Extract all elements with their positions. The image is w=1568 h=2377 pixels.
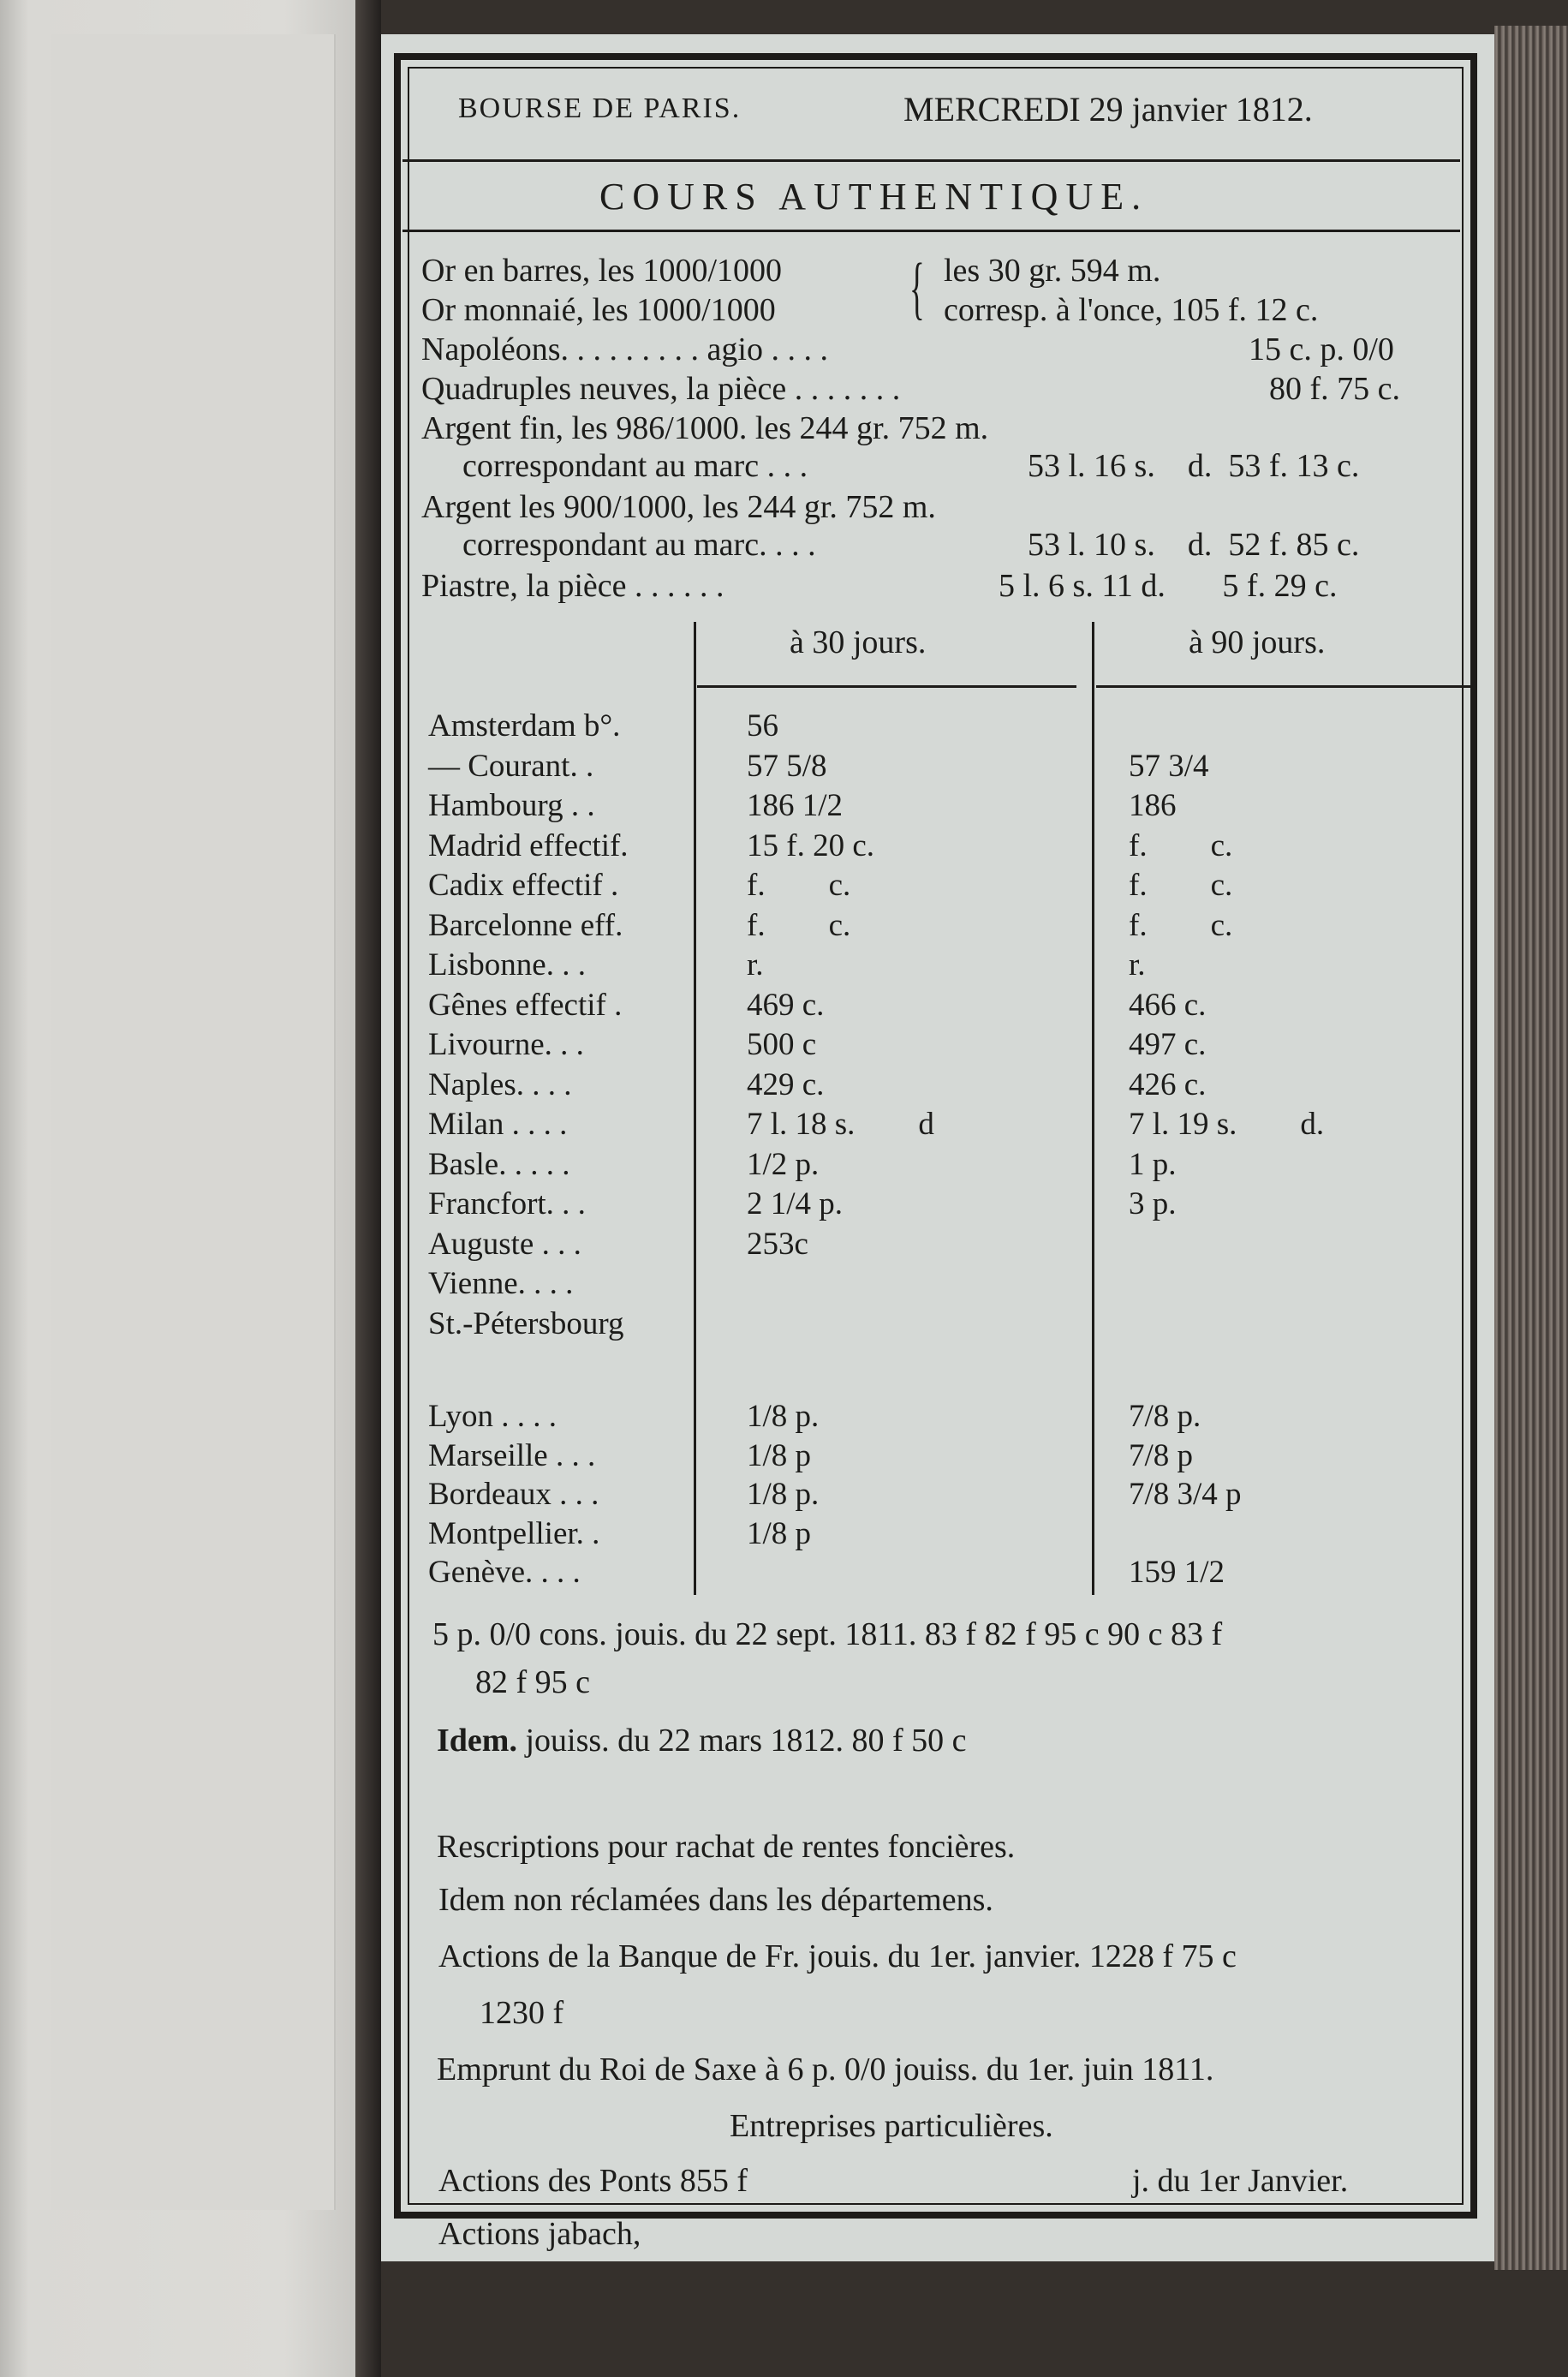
piastre-label: Piastre, la pièce . . . . . . [421, 568, 724, 604]
foreign-row-city: Barcelonne eff. [428, 907, 623, 943]
foreign-row-d30: 56 [747, 708, 778, 744]
or-barres-label: Or en barres, les 1000/1000 [421, 253, 783, 289]
col-30-days-header: à 30 jours. [790, 624, 927, 660]
foreign-row-city: Francfort. . . [428, 1186, 586, 1221]
foreign-row-city: Livourne. . . [428, 1027, 584, 1062]
domestic-row-city: Genève. . . . [428, 1555, 581, 1590]
quadruples-label: Quadruples neuves, la pièce . . . . . . . [421, 371, 901, 407]
or-barres-value: les 30 gr. 594 m. [944, 253, 1161, 289]
bourse-label: BOURSE DE PARIS. [458, 93, 742, 124]
argent-900-label: Argent les 900/1000, les 244 gr. 752 m. [421, 489, 936, 525]
left-page-leaf [51, 34, 336, 2210]
foreign-row-city: Amsterdam b°. [428, 708, 621, 744]
foreign-row-d90: 466 c. [1129, 987, 1207, 1023]
domestic-row-d30: 1/8 p [747, 1515, 812, 1551]
banque-line-cont: 1230 f [480, 1995, 564, 2031]
foreign-row-city: Basle. . . . . [428, 1146, 570, 1182]
rentes-5pct-line: 5 p. 0/0 cons. jouis. du 22 sept. 1811. 83 f 82 f 95 c 90 c 83 f [432, 1616, 1223, 1652]
domestic-row-city: Bordeaux . . . [428, 1477, 599, 1512]
foreign-row-d30: 253c [747, 1226, 808, 1262]
napoleons-value: 15 c. p. 0/0 [1249, 331, 1394, 367]
foreign-row-d30: 57 5/8 [747, 748, 827, 784]
foreign-row-city: Naples. . . . [428, 1066, 572, 1102]
argent-900-corr-value: 53 l. 10 s. d. 52 f. 85 c. [1028, 527, 1360, 563]
or-monnaie-label: Or monnaié, les 1000/1000 [421, 292, 776, 328]
foreign-row-city: Hambourg . . [428, 788, 595, 823]
domestic-row-city: Montpellier. . [428, 1515, 600, 1551]
idem-label: Idem. [437, 1723, 517, 1759]
foreign-row-d30: r. [747, 947, 764, 982]
idem-jouiss-line [437, 1722, 967, 1759]
emprunt-line: Emprunt du Roi de Saxe à 6 p. 0/0 jouiss. du 1er. juin 1811. [437, 2052, 1214, 2087]
col-90-days-header: à 90 jours. [1189, 624, 1326, 660]
foreign-row-d90: 497 c. [1129, 1027, 1207, 1062]
banque-line: Actions de la Banque de Fr. jouis. du 1er. janvier. 1228 f 75 c [438, 1938, 1237, 1974]
foreign-row-d30: 1/2 p. [747, 1146, 820, 1182]
foreign-row-d90: 186 [1129, 788, 1177, 823]
argent-fin-corr: correspondant au marc . . . [462, 448, 808, 484]
header-rule [402, 159, 1460, 162]
col-30-rule [697, 685, 1076, 688]
napoleons-label: Napoléons. . . . . . . . . agio . . . . [421, 331, 828, 367]
argent-900-corr: correspondant au marc. . . . [462, 527, 816, 563]
domestic-row-d30: 1/8 p [747, 1437, 812, 1473]
domestic-row-d30: 1/8 p. [747, 1477, 820, 1512]
page-title: COURS AUTHENTIQUE. [599, 176, 1149, 218]
page-edges [1494, 26, 1568, 2270]
foreign-row-d30: 500 c [747, 1027, 817, 1062]
argent-fin-corr-value: 53 l. 16 s. d. 53 f. 13 c. [1028, 448, 1360, 484]
brace: { [909, 248, 925, 326]
foreign-row-city: Gênes effectif . [428, 987, 623, 1023]
domestic-row-d30: 1/8 p. [747, 1399, 820, 1434]
foreign-row-city: — Courant. . [428, 748, 594, 784]
foreign-row-d90: 57 3/4 [1129, 748, 1209, 784]
ponts-jouis: j. du 1er Janvier. [1132, 2163, 1349, 2199]
foreign-row-city: Auguste . . . [428, 1226, 581, 1262]
ponts-line: Actions des Ponts 855 f [438, 2163, 748, 2199]
foreign-row-city: Cadix effectif . [428, 868, 619, 903]
idem-jouiss-value: jouiss. du 22 mars 1812. 80 f 50 c [516, 1723, 967, 1759]
col-90-rule [1096, 685, 1477, 688]
domestic-row-d90: 7/8 3/4 p [1129, 1477, 1242, 1512]
domestic-row-d90: 7/8 p [1129, 1437, 1194, 1473]
foreign-row-d90: 1 p. [1129, 1146, 1177, 1182]
table-divider-left [694, 622, 696, 1595]
rentes-5pct-line-cont: 82 f 95 c [475, 1664, 591, 1700]
foreign-row-d90: 426 c. [1129, 1066, 1207, 1102]
domestic-row-city: Marseille . . . [428, 1437, 596, 1473]
left-blank-page [0, 0, 355, 2377]
domestic-row-d90: 159 1/2 [1129, 1555, 1225, 1590]
argent-fin-label: Argent fin, les 986/1000. les 244 gr. 752 m. [421, 410, 989, 446]
foreign-row-d30: 429 c. [747, 1066, 825, 1102]
foreign-row-d90: f. c. [1129, 868, 1233, 903]
foreign-row-city: Milan . . . . [428, 1107, 568, 1142]
foreign-row-d90: 7 l. 19 s. d. [1129, 1107, 1325, 1142]
foreign-row-d90: r. [1129, 947, 1146, 982]
foreign-row-d30: 15 f. 20 c. [747, 827, 874, 863]
date-label: MERCREDI 29 janvier 1812. [903, 90, 1313, 128]
domestic-row-city: Lyon . . . . [428, 1399, 557, 1434]
rescriptions-line: Rescriptions pour rachat de rentes foncières. [437, 1829, 1016, 1865]
foreign-row-d30: 2 1/4 p. [747, 1186, 844, 1221]
foreign-row-d30: f. c. [747, 907, 851, 943]
foreign-row-city: St.-Pétersbourg [428, 1305, 624, 1341]
book-gutter [355, 0, 381, 2377]
foreign-row-d30: 7 l. 18 s. d [747, 1107, 934, 1142]
foreign-row-d30: 186 1/2 [747, 788, 844, 823]
title-rule [402, 230, 1460, 232]
foreign-row-city: Lisbonne. . . [428, 947, 586, 982]
foreign-row-d90: f. c. [1129, 827, 1233, 863]
foreign-row-d90: f. c. [1129, 907, 1233, 943]
piastre-value: 5 l. 6 s. 11 d. 5 f. 29 c. [999, 568, 1338, 604]
table-divider-right [1092, 622, 1094, 1595]
or-monnaie-value: corresp. à l'once, 105 f. 12 c. [944, 292, 1319, 328]
foreign-row-d30: f. c. [747, 868, 851, 903]
quadruples-value: 80 f. 75 c. [1269, 371, 1401, 407]
idem-non-line: Idem non réclamées dans les départemens. [438, 1882, 993, 1918]
jabach-line: Actions jabach, [438, 2216, 641, 2252]
foreign-row-d90: 3 p. [1129, 1186, 1177, 1221]
foreign-row-city: Vienne. . . . [428, 1266, 574, 1301]
domestic-row-d90: 7/8 p. [1129, 1399, 1201, 1434]
entreprises-heading: Entreprises particulières. [730, 2108, 1053, 2144]
foreign-row-city: Madrid effectif. [428, 827, 629, 863]
foreign-row-d30: 469 c. [747, 987, 825, 1023]
